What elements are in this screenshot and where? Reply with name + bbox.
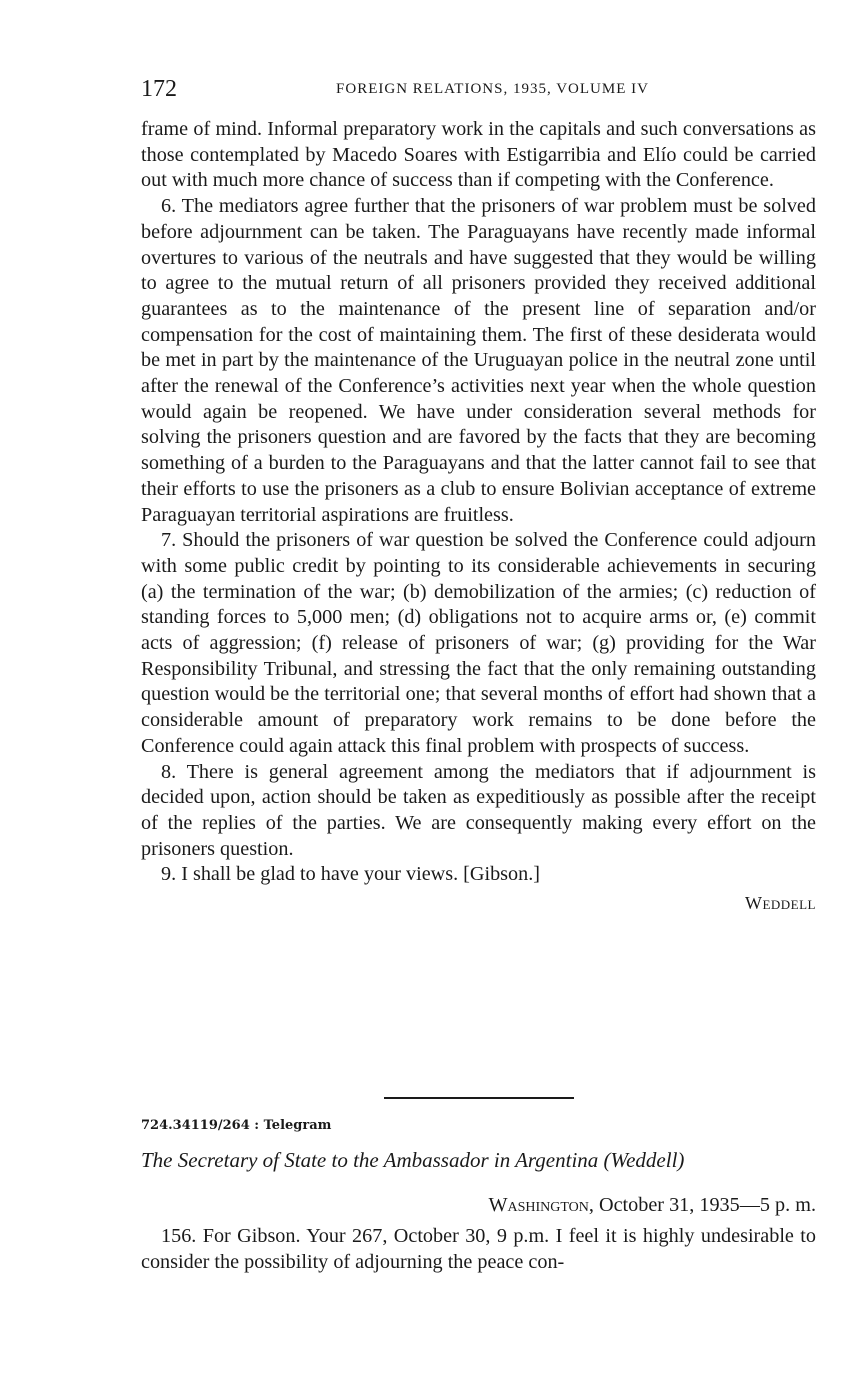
running-head: FOREIGN RELATIONS, 1935, VOLUME IV	[336, 81, 649, 97]
dateline-place: Washington	[488, 1194, 589, 1216]
paragraph-8: 8. There is general agreement among the mediators that if adjournment is decided upon, action should be taken as expeditiously as possible after the receipt of the replies of the parties. We are consequently making every effort on the prisoners question.	[141, 760, 816, 860]
signature: Weddell	[744, 893, 816, 914]
page-number: 172	[141, 76, 177, 102]
file-reference: 724.34119/264 : Telegram	[141, 1118, 332, 1133]
paragraph-6: 6. The mediators agree further that the prisoners of war problem must be solved before adjournment can be taken. The Paraguayans have recently made informal overtures to various of the neutrals and have suggested that they would be willing to agree to the mutual return of all prisoners provided they received additional guarantees as to the maintenance of the present line of separation and/or compensation for the cost of maintaining them. The first of these desiderata would be met in part by the maintenance of the Uruguayan police in the neutral zone until after the renewal of the Conference’s activities next year when the whole question would again be reopened. We have under consideration several methods for solving the prisoners question and are favored by the facts that they are becoming something of a burden to the Paraguayans and that the latter cannot fail to see that their efforts to use the prisoners as a club to ensure Bolivian acceptance of extreme Paraguayan territorial aspirations are fruitless.	[141, 195, 816, 526]
dateline-date: , October 31, 1935—5 p. m.	[588, 1194, 816, 1216]
continuation-paragraph: frame of mind. Informal preparatory work in the capitals and such conversations as those contemplated by Macedo Soares with Estigarribia and Elío could be carried out with much more chance of success than if competing with the Conference.	[141, 118, 816, 192]
dateline	[141, 1192, 816, 1218]
next-telegram-body	[141, 1223, 816, 1275]
paragraph-156: 156. For Gibson. Your 267, October 30, 9 p.m. I feel it is highly undesirable to consider the possibility of adjourning the peace con-	[141, 1225, 816, 1273]
paragraph-9: 9. I shall be glad to have your views. [Gibson.]	[161, 863, 540, 886]
paragraph-7: 7. Should the prisoners of war question be solved the Conference could adjourn with some public credit by pointing to its considerable achievements in securing (a) the termination of the war; (b) demobilization of the armies; (c) reduction of standing forces to 5,000 men; (d) obligations not to acquire arms or, (e) commit acts of aggression; (f) release of prisoners of war; (g) providing for the War Responsibility Tribunal, and stressing the fact that the only remaining outstanding question would be the territorial one; that several months of effort had shown that a considerable amount of preparatory work remains to be done before the Conference could again attack this final problem with prospects of success.	[141, 529, 816, 757]
document-title: The Secretary of State to the Ambassador in Argentina (Weddell)	[141, 1148, 685, 1172]
section-divider	[384, 1097, 574, 1099]
telegram-body	[141, 117, 816, 917]
page-header	[141, 72, 816, 106]
